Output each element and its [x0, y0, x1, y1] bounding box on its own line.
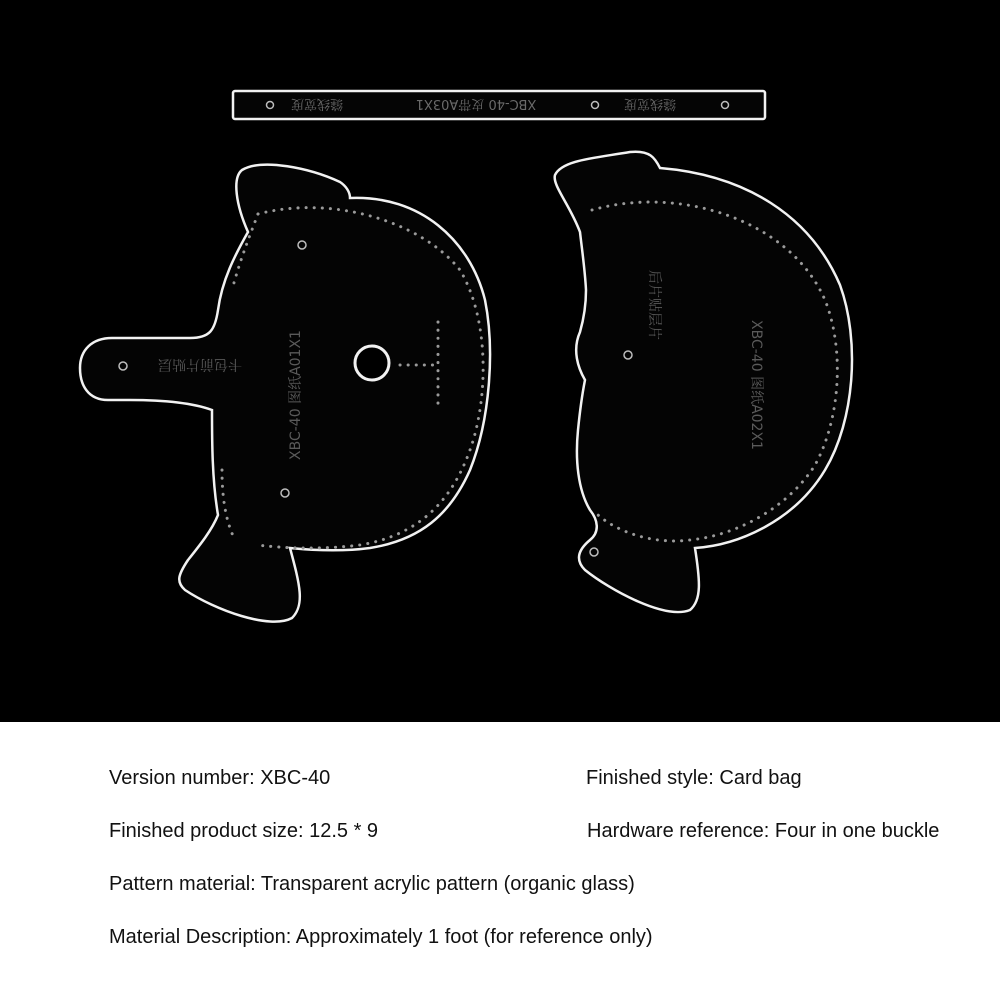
spec-description: Material Description: Approximately 1 foot (for reference only): [109, 926, 653, 948]
strap-engraving-left: 缝线宽度: [290, 96, 344, 111]
strap-pattern-piece: [233, 91, 765, 119]
strap-engraving-right: 缝线宽度: [623, 96, 677, 111]
spec-style: Finished style: Card bag: [586, 767, 802, 789]
right-pattern-piece: [555, 152, 852, 612]
spec-hardware: Hardware reference: Four in one buckle: [587, 820, 940, 842]
spec-material: Pattern material: Transparent acrylic pattern (organic glass): [109, 873, 635, 895]
left-buckle-hole: [355, 346, 389, 380]
right-piece-outline: [555, 152, 852, 612]
left-piece-outline: [80, 165, 490, 622]
right-engraving-code: XBC-40 图纸A02X1: [748, 320, 764, 450]
left-engraving-code: XBC-40 图纸A01X1: [288, 330, 304, 460]
strap-engraving-mid: XBC-40 皮带A03X1: [415, 96, 537, 111]
right-engraving-side: 后片贴层片: [646, 270, 662, 340]
spec-size: Finished product size: 12.5 * 9: [109, 820, 379, 842]
left-pattern-piece: [80, 165, 490, 622]
left-engraving-tab: 卡包前片贴层: [158, 356, 242, 372]
spec-version: Version number: XBC-40: [109, 767, 331, 789]
